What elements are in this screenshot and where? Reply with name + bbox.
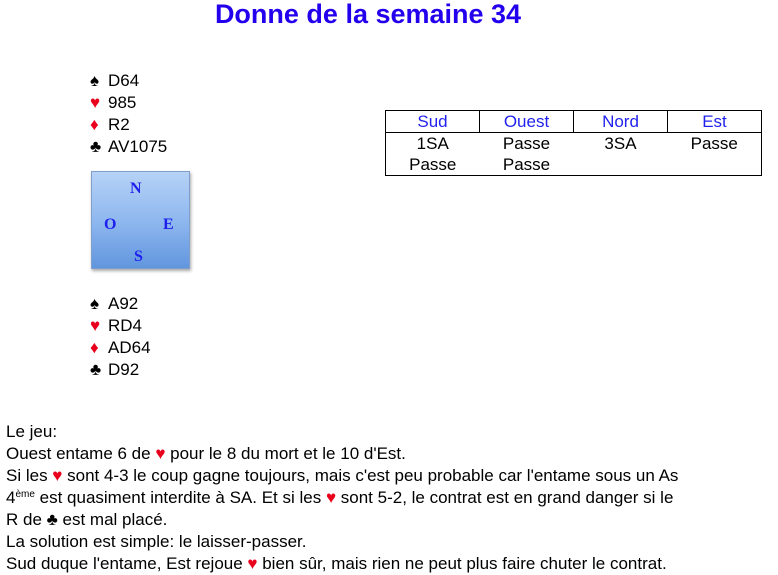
table-row xyxy=(386,154,762,176)
south-hearts xyxy=(90,315,151,337)
south-clubs-cards: D92 xyxy=(108,360,140,379)
heart-icon: ♥ xyxy=(247,554,258,573)
compass-box xyxy=(91,171,190,269)
heart-icon: ♥ xyxy=(52,466,63,485)
bidding-header-row xyxy=(386,111,762,133)
north-clubs-cards: AV1075 xyxy=(108,137,168,156)
heart-icon: ♥ xyxy=(90,316,101,335)
compass-east: E xyxy=(163,216,174,233)
north-spades xyxy=(90,70,167,92)
spade-icon: ♠ xyxy=(90,71,100,90)
diamond-icon: ♦ xyxy=(90,338,99,357)
bid-cell: Passe xyxy=(386,154,480,176)
north-hand xyxy=(90,70,167,158)
north-clubs xyxy=(90,136,167,158)
commentary-line: Le jeu: xyxy=(6,422,58,441)
commentary-line: Si les ♥ sont 4-3 le coup gagne toujours, mais c'est peu probable car l'entame sous un As xyxy=(6,466,679,485)
bid-cell: 1SA xyxy=(386,133,480,155)
compass-south: S xyxy=(134,248,143,265)
bid-cell: Passe xyxy=(668,133,762,155)
south-hearts-cards: RD4 xyxy=(108,316,143,335)
north-diamonds-cards: R2 xyxy=(108,115,130,134)
compass-west: O xyxy=(104,216,117,233)
bid-cell xyxy=(574,154,668,176)
commentary-line: R de ♣ est mal placé. xyxy=(6,510,168,529)
heart-icon: ♥ xyxy=(90,93,101,112)
commentary-line: Sud duque l'entame, Est rejoue ♥ bien sûr, mais rien ne peut plus faire chuter le contrat. xyxy=(6,554,667,573)
heart-icon: ♥ xyxy=(325,488,337,507)
club-icon: ♣ xyxy=(90,360,102,379)
south-spades xyxy=(90,293,151,315)
header-sud: Sud xyxy=(386,111,480,133)
south-spades-cards: A92 xyxy=(108,294,139,313)
south-clubs xyxy=(90,359,151,381)
header-nord: Nord xyxy=(574,111,668,133)
north-spades-cards: D64 xyxy=(108,71,140,90)
bidding-table xyxy=(385,110,762,176)
commentary-line: La solution est simple: le laisser-passer. xyxy=(6,532,307,551)
south-hand xyxy=(90,293,151,381)
commentary-line: Ouest entame 6 de ♥ pour le 8 du mort et le 10 d'Est. xyxy=(6,444,406,463)
page-title: Donne de la semaine 34 xyxy=(214,0,522,29)
south-diamonds xyxy=(90,337,151,359)
heart-icon: ♥ xyxy=(155,444,166,463)
bid-cell xyxy=(668,154,762,176)
club-icon: ♣ xyxy=(46,510,58,529)
spade-icon: ♠ xyxy=(90,294,100,313)
north-hearts xyxy=(90,92,167,114)
bid-cell: Passe xyxy=(502,134,551,153)
bid-cell: 3SA xyxy=(604,134,637,153)
south-diamonds-cards: AD64 xyxy=(108,338,151,357)
compass-north: N xyxy=(130,180,142,197)
commentary-line: 4ème est quasiment interdite à SA. Et si les ♥ sont 5-2, le contrat est en grand danger si le xyxy=(6,488,674,507)
north-hearts-cards: 985 xyxy=(108,93,137,112)
table-row xyxy=(386,133,762,155)
diamond-icon: ♦ xyxy=(90,115,99,134)
bid-cell: Passe xyxy=(480,154,574,176)
north-diamonds xyxy=(90,114,167,136)
club-icon: ♣ xyxy=(90,137,102,156)
header-ouest: Ouest xyxy=(480,111,574,133)
commentary xyxy=(6,421,771,575)
header-est: Est xyxy=(668,111,762,133)
